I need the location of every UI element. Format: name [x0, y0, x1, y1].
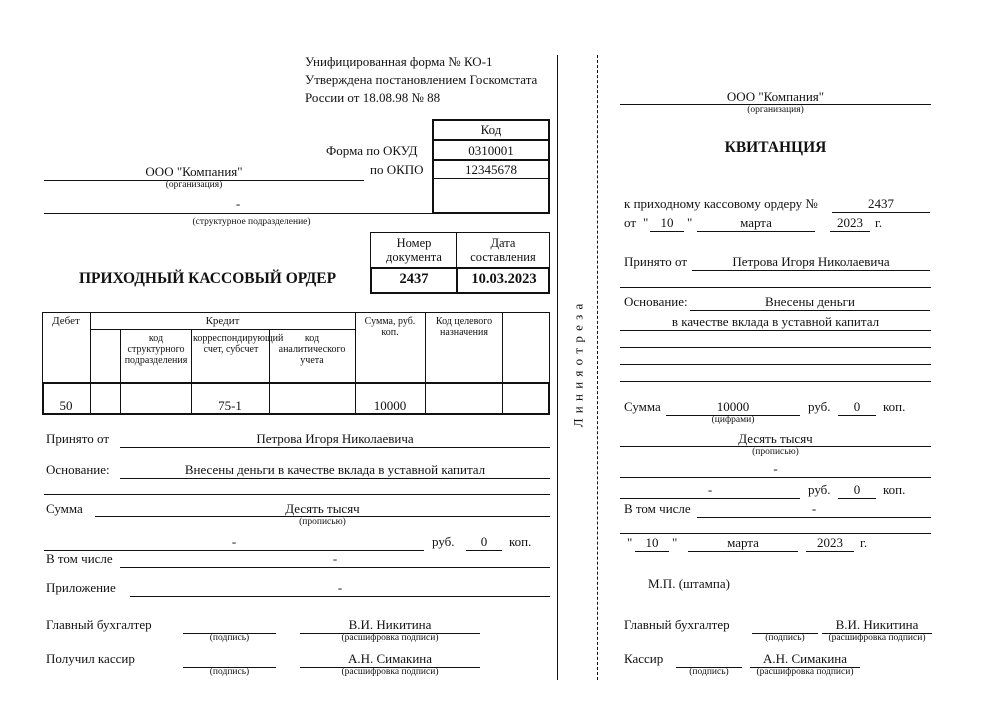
receipt-kop-value-2: 0: [853, 482, 861, 497]
receipt-chief-decode-caption: (расшифровка подписи): [828, 633, 926, 643]
doc-date-header: Дата составления: [470, 236, 536, 264]
receipt-day-2: 10: [645, 535, 659, 550]
cut-line: [597, 55, 598, 680]
receipt-words-caption: (прописью): [752, 447, 799, 457]
receipt-month-2: марта: [727, 535, 759, 550]
receipt-from-label: от: [624, 215, 637, 230]
basis: Внесены деньги в качестве вклада в уставной капитал: [184, 462, 486, 477]
receipt-kop-label: коп.: [883, 399, 906, 414]
receipt-sum-label: Сумма: [624, 399, 661, 414]
cashier-label: Получил кассир: [46, 651, 135, 666]
subdivision-caption: (структурное подразделение): [192, 217, 311, 227]
col-corr: корреспондирующий счет, субсчет: [193, 333, 284, 355]
organization-caption: (организация): [165, 180, 223, 190]
subdivision: -: [235, 196, 241, 211]
attachment-label: Приложение: [46, 580, 116, 595]
col-debit: Дебет: [52, 315, 80, 327]
receipt-year: 2023: [837, 215, 863, 230]
receipt-basis-line1: Внесены деньги: [765, 294, 855, 309]
code-label: Код: [480, 122, 502, 137]
receipt-digits-caption: (цифрами): [711, 415, 755, 425]
attachment-value: -: [337, 580, 343, 595]
receipt-rub-label-2: руб.: [808, 482, 831, 497]
cashier-sign-caption: (подпись): [209, 667, 250, 677]
receipt-organization-caption: (организация): [747, 105, 804, 115]
kop-value: 0: [480, 534, 488, 549]
sum-words-caption: (прописью): [299, 517, 346, 527]
row-corr: 75-1: [218, 398, 242, 413]
okud-value: 0310001: [468, 143, 514, 158]
receipt-chief-sign-caption: (подпись): [765, 633, 805, 643]
doc-number-header: Номер документа: [386, 236, 442, 264]
left-fold-line: [557, 55, 558, 680]
doc-number: 2437: [399, 271, 429, 287]
receipt-cashier-name: А.Н. Симакина: [762, 651, 848, 666]
receipt-cashier-decode-caption: (расшифровка подписи): [756, 667, 854, 677]
receipt-rub-label: руб.: [808, 399, 831, 414]
receipt-quote-close-2: ": [672, 535, 678, 550]
receipt-chief-name: В.И. Никитина: [835, 617, 919, 632]
receipt-quote-open: ": [643, 215, 649, 230]
row-debit: 50: [59, 398, 73, 413]
receipt-words-dash: -: [773, 461, 778, 476]
sum-dash: -: [231, 534, 237, 549]
receipt-year-suffix-2: г.: [860, 535, 868, 550]
kop-label: коп.: [509, 534, 532, 549]
receipt-title: КВИТАНЦИЯ: [724, 139, 827, 156]
receipt-sum-dash: -: [707, 482, 713, 497]
sum-label: Сумма: [46, 501, 83, 516]
col-anal: код аналитического учета: [278, 333, 346, 366]
doc-date: 10.03.2023: [471, 271, 537, 287]
col-purpose: Код целевого назначения: [435, 316, 493, 338]
including-label: В том числе: [46, 551, 113, 566]
receipt-sum-words: Десять тысяч: [738, 431, 813, 446]
receipt-quote-open-2: ": [627, 535, 633, 550]
col-struct: код структурного подразделения: [124, 333, 188, 366]
receipt-kop-value: 0: [853, 399, 861, 414]
receipt-organization: ООО "Компания": [726, 89, 825, 104]
basis-label: Основание:: [46, 462, 110, 477]
order-title: ПРИХОДНЫЙ КАССОВЫЙ ОРДЕР: [79, 270, 337, 287]
receipt-year-2: 2023: [817, 535, 843, 550]
chief-decode-caption: (расшифровка подписи): [341, 633, 439, 643]
okpo-value: 12345678: [465, 162, 517, 177]
receipt-basis-line2: в качестве вклада в уставной капитал: [671, 314, 880, 329]
row-sum: 10000: [373, 398, 407, 413]
receipt-cashier-sign-caption: (подпись): [689, 667, 729, 677]
form-header-line1: Унифицированная форма № КО-1: [305, 54, 493, 69]
receipt-quote-close: ": [687, 215, 693, 230]
chief-label: Главный бухгалтер: [46, 617, 152, 632]
receipt-including-label: В том числе: [624, 501, 691, 516]
sum-words: Десять тысяч: [285, 501, 360, 516]
chief-name: В.И. Никитина: [348, 617, 432, 632]
okud-label: Форма по ОКУД: [326, 143, 418, 158]
receipt-order-number: 2437: [868, 196, 894, 211]
receipt-chief-label: Главный бухгалтер: [624, 617, 730, 632]
receipt-day: 10: [660, 215, 674, 230]
receipt-sum-digits: 10000: [716, 399, 750, 414]
cashier-name: А.Н. Симакина: [347, 651, 433, 666]
receipt-stamp: М.П. (штампа): [648, 576, 730, 591]
cut-line-label: Л и н и я о т р е з а: [570, 302, 586, 428]
including-value: -: [332, 551, 338, 566]
receipt-kop-label-2: коп.: [883, 482, 906, 497]
chief-sign-caption: (подпись): [209, 633, 250, 643]
organization: ООО "Компания": [145, 164, 243, 179]
received-from: Петрова Игоря Николаевича: [256, 431, 414, 446]
col-credit: Кредит: [205, 315, 240, 327]
receipt-order-label: к приходному кассовому ордеру №: [624, 196, 818, 211]
receipt-received-label: Принято от: [624, 254, 688, 269]
receipt-year-suffix: г.: [875, 215, 883, 230]
form-header-line2: Утверждена постановлением Госкомстата: [305, 72, 538, 87]
receipt-month: марта: [740, 215, 772, 230]
rub-label: руб.: [432, 534, 455, 549]
col-sum: Сумма, руб. коп.: [364, 316, 416, 338]
receipt-basis-label: Основание:: [624, 294, 688, 309]
receipt-including-value: -: [811, 501, 817, 516]
receipt-received-from: Петрова Игоря Николаевича: [732, 254, 890, 269]
cashier-decode-caption: (расшифровка подписи): [341, 667, 439, 677]
okpo-label: по ОКПО: [370, 162, 424, 177]
received-from-label: Принято от: [46, 431, 110, 446]
receipt-cashier-label: Кассир: [624, 651, 664, 666]
form-header-line3: России от 18.08.98 № 88: [305, 90, 441, 105]
